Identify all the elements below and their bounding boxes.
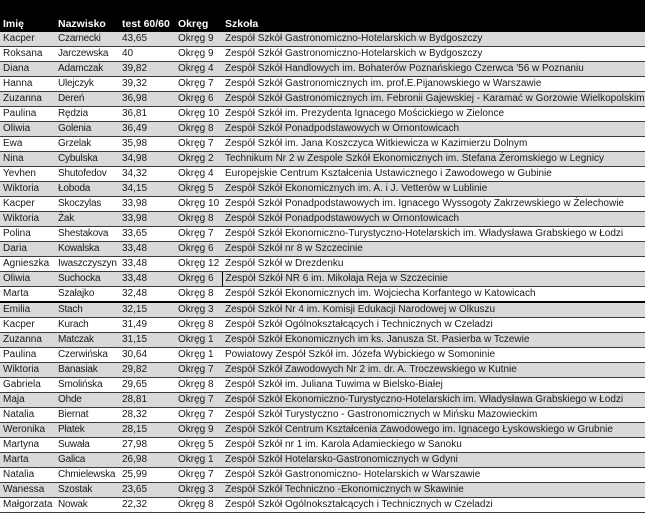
- cell-district: Okręg 9: [175, 32, 222, 47]
- cell-first-name: Gabriela: [0, 378, 55, 393]
- cell-score: 30,64: [119, 348, 175, 363]
- cell-last-name: Stach: [55, 302, 119, 318]
- cell-school: Zespół Szkół Gastronomicznych im. Febronii Gajewskiej - Karamać w Gorzowie Wielkopolskim: [222, 92, 645, 107]
- table-row: [0, 363, 645, 378]
- cell-district: Okręg 8: [175, 498, 222, 513]
- cell-score: 36,49: [119, 122, 175, 137]
- cell-last-name: Dereń: [55, 92, 119, 107]
- table-row: [0, 167, 645, 182]
- cell-first-name: Wiktoria: [0, 182, 55, 197]
- table-row: [0, 212, 645, 227]
- cell-district: Okręg 10: [175, 107, 222, 122]
- cell-school: Zespół Szkół NR 6 im. Mikołaja Reja w Szczecinie: [222, 272, 645, 287]
- table-row: [0, 77, 645, 92]
- cell-first-name: Wiktoria: [0, 363, 55, 378]
- table-row: [0, 408, 645, 423]
- cell-school: Zespół Szkół Gastronomicznych im. prof.E.Pijanowskiego w Warszawie: [222, 77, 645, 92]
- cell-last-name: Adamczak: [55, 62, 119, 77]
- cell-last-name: Ulejczyk: [55, 77, 119, 92]
- cell-district: Okręg 4: [175, 167, 222, 182]
- cell-score: 25,99: [119, 468, 175, 483]
- table-row: [0, 137, 645, 152]
- cell-score: 28,32: [119, 408, 175, 423]
- cell-last-name: Cybulska: [55, 152, 119, 167]
- cell-score: 31,15: [119, 333, 175, 348]
- cell-score: 33,48: [119, 257, 175, 272]
- cell-district: Okręg 2: [175, 152, 222, 167]
- cell-school: Zespół Szkół Gastronomiczno-Hotelarskich w Bydgoszczy: [222, 32, 645, 47]
- cell-district: Okręg 7: [175, 468, 222, 483]
- cell-district: Okręg 1: [175, 453, 222, 468]
- cell-district: Okręg 6: [175, 272, 222, 287]
- cell-school: Zespół Szkół Ekonomicznych im ks. Janusza St. Pasierba w Tczewie: [222, 333, 645, 348]
- cell-district: Okręg 8: [175, 318, 222, 333]
- cell-score: 34,15: [119, 182, 175, 197]
- cell-first-name: Kacper: [0, 318, 55, 333]
- table-row: [0, 498, 645, 513]
- cell-score: 28,81: [119, 393, 175, 408]
- cell-school: Zespół Szkół Ponadpodstawowych w Ornontowicach: [222, 122, 645, 137]
- cell-school: Zespół Szkół Centrum Kształcenia Zawodowego im. Ignacego Łyskowskiego w Grubnie: [222, 423, 645, 438]
- cell-first-name: Marta: [0, 287, 55, 303]
- cell-last-name: Golenia: [55, 122, 119, 137]
- table-row: [0, 152, 645, 167]
- cell-school: Zespół Szkół Zawodowych Nr 2 im. dr. A. Troczewskiego w Kutnie: [222, 363, 645, 378]
- table-row: [0, 197, 645, 212]
- cell-last-name: Smolińska: [55, 378, 119, 393]
- cell-last-name: Shutofedov: [55, 167, 119, 182]
- cell-score: 34,98: [119, 152, 175, 167]
- cell-first-name: Maja: [0, 393, 55, 408]
- cell-school: Zespół Szkół im. Juliana Tuwima w Bielsko-Białej: [222, 378, 645, 393]
- cell-last-name: Suchocka: [55, 272, 119, 287]
- cell-first-name: Polina: [0, 227, 55, 242]
- cell-district: Okręg 8: [175, 122, 222, 137]
- col-header-first-name: Imię: [0, 17, 55, 32]
- cell-school: Zespół Szkół nr 1 im. Karola Adamieckiego w Sanoku: [222, 438, 645, 453]
- cell-school: Zespół Szkół Ekonomiczno-Turystyczno-Hotelarskich im. Władysława Grabskiego w Łodzi: [222, 393, 645, 408]
- cell-first-name: Emilia: [0, 302, 55, 318]
- cell-first-name: Weronika: [0, 423, 55, 438]
- cell-school: Technikum Nr 2 w Zespole Szkół Ekonomicznych im. Stefana Żeromskiego w Legnicy: [222, 152, 645, 167]
- cell-school: Zespół Szkół Nr 4 im. Komisji Edukacji Narodowej w Olkuszu: [222, 302, 645, 318]
- cell-score: 34,32: [119, 167, 175, 182]
- cell-last-name: Szostak: [55, 483, 119, 498]
- cell-score: 33,98: [119, 212, 175, 227]
- cell-first-name: Paulina: [0, 107, 55, 122]
- cell-last-name: Rędzia: [55, 107, 119, 122]
- cell-last-name: Iwaszczyszyn: [55, 257, 119, 272]
- cell-last-name: Galica: [55, 453, 119, 468]
- cell-school: Zespół Szkół w Drezdenku: [222, 257, 645, 272]
- cell-first-name: Kacper: [0, 197, 55, 212]
- table-row: [0, 32, 645, 47]
- table-row: [0, 318, 645, 333]
- cell-last-name: Żak: [55, 212, 119, 227]
- cell-score: 28,15: [119, 423, 175, 438]
- cell-school: Zespół Szkół Ogólnokształcących i Technicznych w Czeladzi: [222, 498, 645, 513]
- cell-first-name: Natalia: [0, 408, 55, 423]
- cell-school: Zespół Szkół Techniczno -Ekonomicznych w Skawinie: [222, 483, 645, 498]
- cell-school: Zespół Szkół nr 8 w Szczecinie: [222, 242, 645, 257]
- table-row: [0, 272, 645, 287]
- cell-score: 22,32: [119, 498, 175, 513]
- table-row: [0, 287, 645, 303]
- cell-last-name: Szałajko: [55, 287, 119, 303]
- cell-score: 33,48: [119, 242, 175, 257]
- cell-score: 40: [119, 47, 175, 62]
- cell-district: Okręg 8: [175, 287, 222, 303]
- table-row: [0, 333, 645, 348]
- cell-last-name: Skoczylas: [55, 197, 119, 212]
- cell-last-name: Banasiak: [55, 363, 119, 378]
- header-row: [0, 17, 645, 32]
- cell-score: 33,98: [119, 197, 175, 212]
- cell-first-name: Agnieszka: [0, 257, 55, 272]
- cell-school: Zespół Szkół Ekonomiczno-Turystyczno-Hotelarskich im. Władysława Grabskiego w Łodzi: [222, 227, 645, 242]
- cell-first-name: Zuzanna: [0, 333, 55, 348]
- cell-school: Zespół Szkół Gastronomiczno-Hotelarskich w Bydgoszczy: [222, 47, 645, 62]
- cell-score: 29,65: [119, 378, 175, 393]
- cell-first-name: Ewa: [0, 137, 55, 152]
- cell-district: Okręg 6: [175, 242, 222, 257]
- cell-school: Zespół Szkół Handlowych im. Bohaterów Poznańskiego Czerwca '56 w Poznaniu: [222, 62, 645, 77]
- cell-last-name: Grzelak: [55, 137, 119, 152]
- cell-school: Zespół Szkół im. Prezydenta Ignacego Mościckiego w Zielonce: [222, 107, 645, 122]
- cell-school: Zespół Szkół Ekonomicznych im. A. i J. Vetterów w Lublinie: [222, 182, 645, 197]
- cell-first-name: Paulina: [0, 348, 55, 363]
- cell-last-name: Ohde: [55, 393, 119, 408]
- cell-first-name: Małgorzata: [0, 498, 55, 513]
- cell-district: Okręg 7: [175, 393, 222, 408]
- cell-score: 33,48: [119, 272, 175, 287]
- cell-first-name: Martyna: [0, 438, 55, 453]
- col-header-score: test 60/60: [119, 17, 175, 32]
- col-header-district: Okręg: [175, 17, 222, 32]
- cell-district: Okręg 7: [175, 227, 222, 242]
- table-row: [0, 122, 645, 137]
- table-row: [0, 438, 645, 453]
- cell-score: 32,48: [119, 287, 175, 303]
- cell-first-name: Marta: [0, 453, 55, 468]
- cell-school: Zespół Szkół Ogólnokształcących i Technicznych w Czeladzi: [222, 318, 645, 333]
- cell-school: Zespół Szkół Ponadpodstawowych im. Ignacego Wyssogoty Zakrzewskiego w Żelechowie: [222, 197, 645, 212]
- cell-district: Okręg 3: [175, 483, 222, 498]
- cell-first-name: Zuzanna: [0, 92, 55, 107]
- results-table: [0, 17, 645, 513]
- cell-district: Okręg 7: [175, 77, 222, 92]
- cell-score: 32,15: [119, 302, 175, 318]
- cell-school: Zespół Szkół Ekonomicznych im. Wojciecha Korfantego w Katowicach: [222, 287, 645, 303]
- cell-first-name: Yevhen: [0, 167, 55, 182]
- cell-score: 31,49: [119, 318, 175, 333]
- table-body: [0, 32, 645, 513]
- cell-district: Okręg 4: [175, 62, 222, 77]
- table-row: [0, 92, 645, 107]
- cell-last-name: Kurach: [55, 318, 119, 333]
- cell-school: Zespół Szkół Gastronomiczno- Hotelarskich w Warszawie: [222, 468, 645, 483]
- cell-district: Okręg 1: [175, 348, 222, 363]
- cell-district: Okręg 9: [175, 47, 222, 62]
- cell-district: Okręg 7: [175, 363, 222, 378]
- cell-last-name: Kowalska: [55, 242, 119, 257]
- cell-last-name: Czarnecki: [55, 32, 119, 47]
- cell-last-name: Biernat: [55, 408, 119, 423]
- table-row: [0, 302, 645, 318]
- cell-district: Okręg 7: [175, 137, 222, 152]
- col-header-school: Szkoła: [222, 17, 645, 32]
- cell-district: Okręg 9: [175, 423, 222, 438]
- cell-district: Okręg 12: [175, 257, 222, 272]
- cell-district: Okręg 8: [175, 212, 222, 227]
- cell-last-name: Jarczewska: [55, 47, 119, 62]
- cell-school: Zespół Szkół Ponadpodstawowych w Ornontowicach: [222, 212, 645, 227]
- cell-first-name: Hanna: [0, 77, 55, 92]
- cell-score: 39,82: [119, 62, 175, 77]
- cell-first-name: Nina: [0, 152, 55, 167]
- cell-score: 39,32: [119, 77, 175, 92]
- cell-school: Zespół Szkół Hotelarsko-Gastronomicznych w Gdyni: [222, 453, 645, 468]
- cell-first-name: Natalia: [0, 468, 55, 483]
- cell-district: Okręg 3: [175, 302, 222, 318]
- cell-score: 26,98: [119, 453, 175, 468]
- table-row: [0, 227, 645, 242]
- cell-school: Powiatowy Zespół Szkół im. Józefa Wybickiego w Somoninie: [222, 348, 645, 363]
- cell-score: 29,82: [119, 363, 175, 378]
- cell-score: 43,65: [119, 32, 175, 47]
- cell-last-name: Shestakova: [55, 227, 119, 242]
- cell-last-name: Czerwińska: [55, 348, 119, 363]
- cell-district: Okręg 7: [175, 408, 222, 423]
- cell-score: 23,65: [119, 483, 175, 498]
- cell-first-name: Wanessa: [0, 483, 55, 498]
- cell-first-name: Kacper: [0, 32, 55, 47]
- cell-last-name: Płatek: [55, 423, 119, 438]
- cell-first-name: Wiktoria: [0, 212, 55, 227]
- col-header-last-name: Nazwisko: [55, 17, 119, 32]
- table-row: [0, 257, 645, 272]
- cell-district: Okręg 10: [175, 197, 222, 212]
- cell-last-name: Suwała: [55, 438, 119, 453]
- cell-first-name: Diana: [0, 62, 55, 77]
- cell-district: Okręg 5: [175, 438, 222, 453]
- cell-school: Zespół Szkół im. Jana Koszczyca Witkiewicza w Kazimierzu Dolnym: [222, 137, 645, 152]
- cell-district: Okręg 8: [175, 378, 222, 393]
- cell-last-name: Łoboda: [55, 182, 119, 197]
- table-row: [0, 483, 645, 498]
- cell-district: Okręg 1: [175, 333, 222, 348]
- table-row: [0, 348, 645, 363]
- cell-score: 35,98: [119, 137, 175, 152]
- table-row: [0, 468, 645, 483]
- cell-score: 33,65: [119, 227, 175, 242]
- table-row: [0, 242, 645, 257]
- cell-first-name: Daria: [0, 242, 55, 257]
- table-row: [0, 423, 645, 438]
- cell-score: 36,81: [119, 107, 175, 122]
- table-row: [0, 62, 645, 77]
- cell-district: Okręg 6: [175, 92, 222, 107]
- header-band: [0, 0, 645, 17]
- cell-last-name: Matczak: [55, 333, 119, 348]
- table-row: [0, 453, 645, 468]
- cell-last-name: Chmielewska: [55, 468, 119, 483]
- cell-school: Europejskie Centrum Kształcenia Ustawicznego i Zawodowego w Gubinie: [222, 167, 645, 182]
- cell-last-name: Nowak: [55, 498, 119, 513]
- table-row: [0, 182, 645, 197]
- table-row: [0, 107, 645, 122]
- cell-first-name: Oliwia: [0, 122, 55, 137]
- cell-score: 36,98: [119, 92, 175, 107]
- cell-first-name: Roksana: [0, 47, 55, 62]
- cell-first-name: Oliwia: [0, 272, 55, 287]
- table-row: [0, 393, 645, 408]
- cell-score: 27,98: [119, 438, 175, 453]
- table-row: [0, 378, 645, 393]
- table-row: [0, 47, 645, 62]
- cell-school: Zespół Szkół Turystyczno - Gastronomicznych w Mińsku Mazowieckim: [222, 408, 645, 423]
- cell-district: Okręg 5: [175, 182, 222, 197]
